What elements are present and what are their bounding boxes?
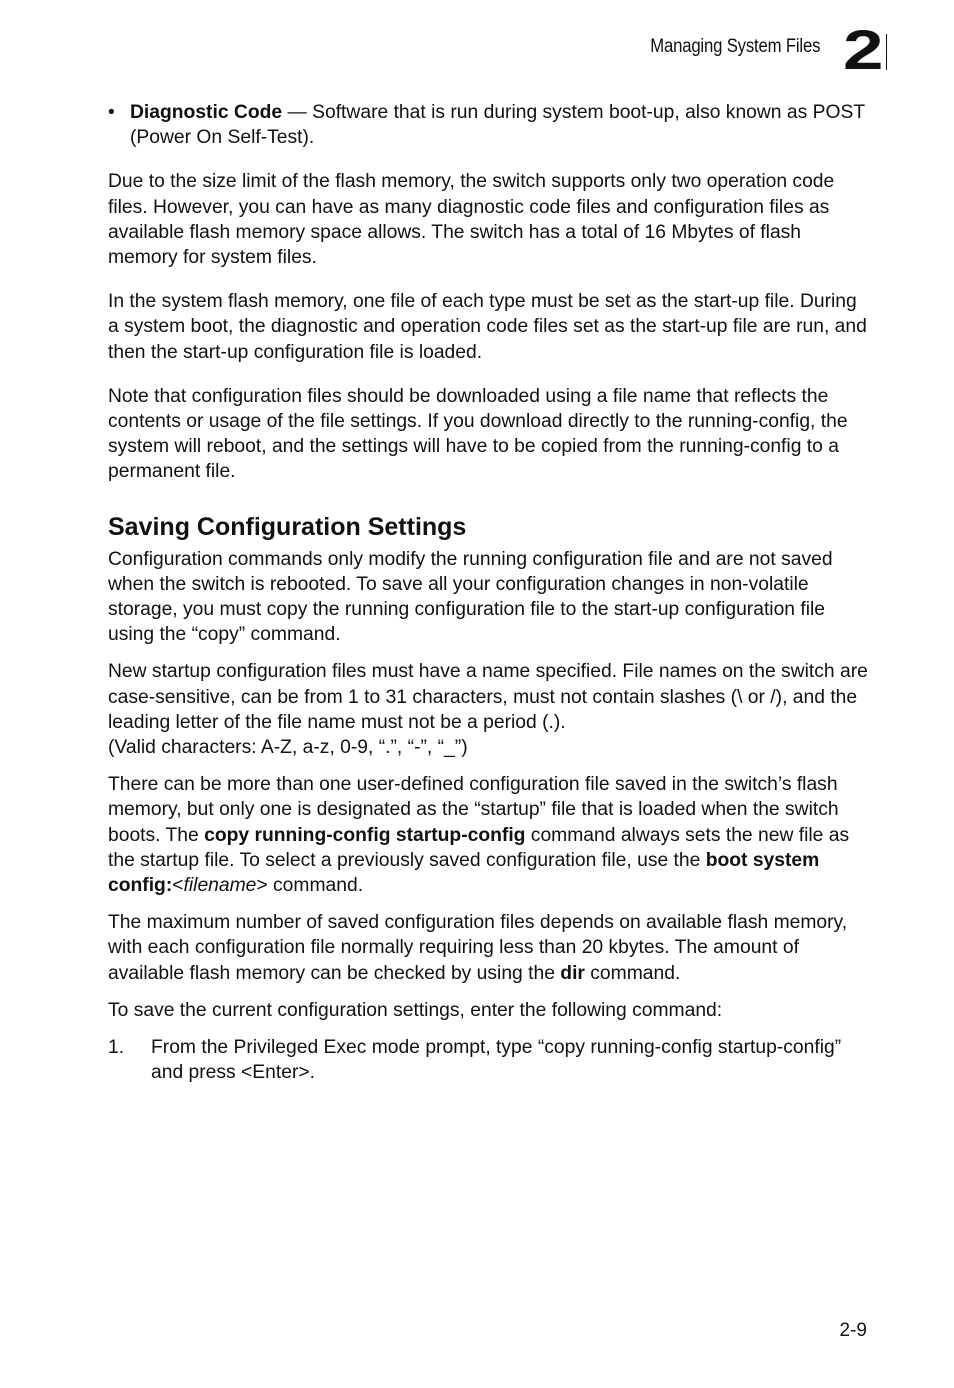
bullet-term: Diagnostic Code <box>130 102 283 123</box>
step-number: 1. <box>108 1037 125 1059</box>
command-dir: dir <box>560 962 585 984</box>
paragraph-save-intro: To save the current configuration settings, enter the following command: <box>108 999 723 1021</box>
step-text: From the Privileged Exec mode prompt, type “copy running-config startup-config” and press <Enter>. <box>151 1037 842 1084</box>
text-run: There can be more than one user-defined configuration file saved in the switch’s flash memory, but only one is designated as the “startup” file that is loaded when the switch boots. The <box>108 774 839 846</box>
file-names-text: New startup configuration files must have a name specified. File names on the switch are case-sensitive, can be from 1 to 31 characters, must not contain slashes (\ or /), and the leading letter of the file name must not be a period (.). <box>108 661 868 733</box>
text-run: command always sets the new file as the startup file. To select a previously saved configuration file, use the <box>108 824 850 871</box>
page-number: 2-9 <box>839 1320 867 1341</box>
paragraph-max-files <box>108 910 868 986</box>
command-boot-system-config: boot system config: <box>108 849 820 897</box>
text-run: > command. <box>256 875 364 897</box>
valid-characters-text: (Valid characters: A-Z, a-z, 0-9, “.”, “-”, “_”) <box>108 737 468 759</box>
paragraph-flash-size: Due to the size limit of the flash memory, the switch supports only two operation code files. However, you can have as many diagnostic code files and configuration files as available flash memory space allows. The switch has a total of 16 Mbytes of flash memory for system files. <box>108 171 835 269</box>
text-run: < <box>172 875 184 897</box>
paragraph-download-note: Note that configuration files should be downloaded using a file name that reflects the contents or usage of the file settings. If you download directly to the running-config, the system will reboot, and the settings will have to be copied from the running-config to a permanent file. <box>108 385 848 483</box>
header-title: Managing System Files <box>649 36 820 57</box>
command-copy-running-config: copy running-config startup-config <box>204 824 526 846</box>
paragraph-config-commands: Configuration commands only modify the running configuration file and are not saved when the switch is rebooted. To save all your configuration changes in non-volatile storage, you must copy the running configuration file to the start-up configuration file using the “copy” command. <box>108 548 833 646</box>
chapter-number: 2 <box>843 18 884 81</box>
paragraph-startup-file: In the system flash memory, one file of each type must be set as the start-up file. During a system boot, the diagnostic and operation code files set as the start-up file are run, and then the start-up configuration file is loaded. <box>108 291 867 363</box>
paragraph-file-names <box>108 659 868 760</box>
chapter-divider <box>886 34 887 70</box>
page-body <box>108 100 868 1086</box>
step-item <box>108 1035 868 1085</box>
bullet-item <box>108 100 868 150</box>
filename-placeholder: filename <box>183 875 257 897</box>
bullet-text: — Software that is run during system boot-up, also known as POST (Power On Self-Test). <box>130 102 865 149</box>
paragraph-startup-designation <box>108 772 868 898</box>
section-heading: Saving Configuration Settings <box>108 512 467 541</box>
text-run: The maximum number of saved configuration files depends on available flash memory, with each configuration file normally requiring less than 20 kbytes. The amount of available flash memory can be checked by using the <box>108 912 848 984</box>
bullet-marker: • <box>108 102 115 123</box>
text-run: command. <box>584 962 681 984</box>
